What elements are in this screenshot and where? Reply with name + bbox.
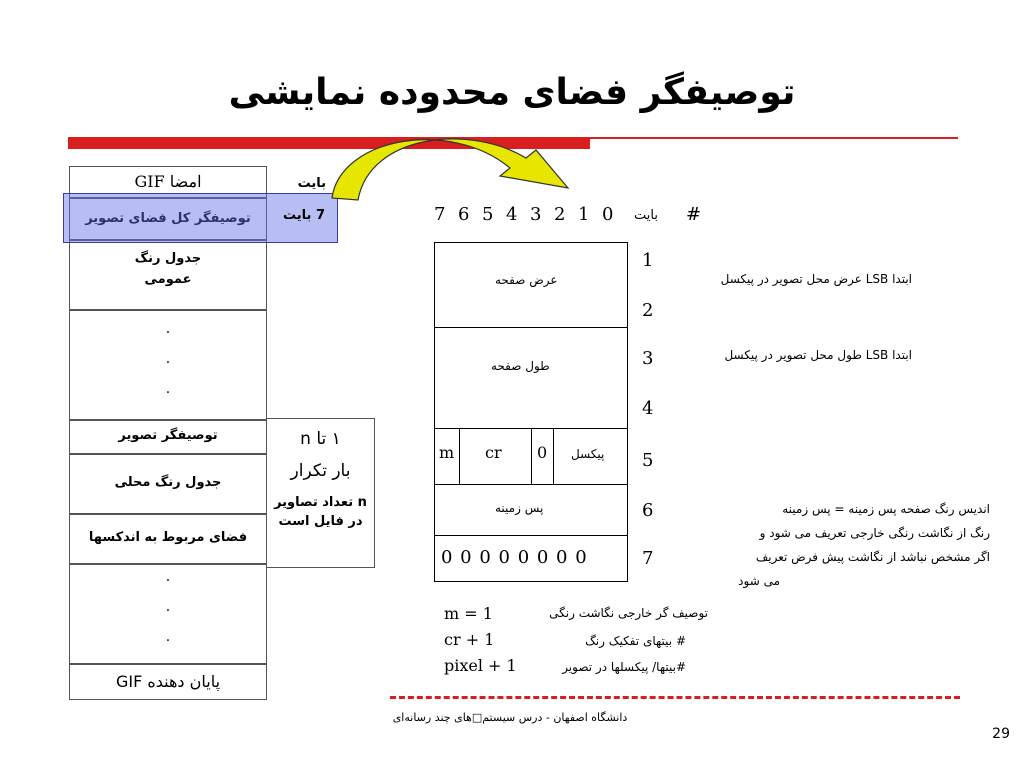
byte-number: 3 — [642, 348, 654, 369]
ellipsis-dot: . — [165, 321, 171, 337]
local-color-table-cell — [69, 454, 267, 514]
bit-header-row — [434, 204, 724, 230]
m-field: m — [439, 443, 455, 462]
title-underline-line — [590, 137, 958, 139]
row-divider — [435, 484, 627, 485]
legend-m-eq: m = 1 — [444, 604, 493, 623]
ellipsis-dot: . — [165, 569, 171, 585]
legend-pixel-desc: #بیتها/ پیکسلها در تصویر — [562, 660, 686, 674]
legend-cr-desc: # بیتهای تفکیک رنگ — [585, 634, 686, 648]
legend-pixel-eq: pixel + 1 — [444, 656, 517, 675]
row-divider — [435, 327, 627, 328]
seven-bytes-label: 7 بایت — [283, 208, 325, 223]
bit-label: 1 — [578, 204, 590, 225]
bit-label: 7 — [434, 204, 446, 225]
image-descriptor-cell — [69, 420, 267, 454]
byte-number: 7 — [642, 548, 654, 569]
legend-m-desc: توصیف گر خارجی نگاشت رنگی — [549, 606, 708, 620]
image-count-label-1: n تعداد تصاویر — [274, 495, 367, 510]
image-descriptor-label: توصیفگر تصویر — [118, 428, 218, 443]
height-note: ابتدا LSB طول محل تصویر در پیکسل — [724, 348, 912, 362]
bit-label: 3 — [530, 204, 542, 225]
page-title: توصیفگر فضای محدوده نمایشی — [228, 72, 796, 113]
gif-structure-stack — [69, 166, 267, 706]
screen-descriptor-label: توصیفگر کل فضای تصویر — [85, 211, 251, 226]
repeat-1-to-n-label: ۱ تا n — [300, 429, 341, 449]
background-note-1: اندیس رنگ صفحه پس زمینه = پس زمینه — [782, 502, 990, 516]
footer-dashed-line — [390, 696, 960, 699]
raster-data-label: فضای مربوط به اندکسها — [88, 530, 248, 545]
image-count-label-2: در فایل است — [278, 514, 363, 529]
byte-column-label: بایت — [634, 208, 658, 223]
ellipsis-dot: . — [165, 599, 171, 615]
bit-label: 0 — [602, 204, 614, 225]
pixel-field: پیکسل — [571, 447, 605, 461]
global-color-table-label-1: جدول رنگ — [134, 251, 202, 266]
ellipsis-dot: . — [165, 629, 171, 645]
background-note-2: رنگ از نگاشت رنگی خارجی تعریف می شود و — [759, 526, 990, 540]
col-divider — [459, 428, 460, 484]
background-note-3: اگر مشخص نباشد از نگاشت پیش فرض تعریف — [755, 550, 990, 564]
gif-terminator-label: پایان دهنده GIF — [115, 672, 221, 691]
zero-field: 0 — [537, 443, 548, 462]
bit-label: 6 — [458, 204, 470, 225]
page-number: 29 — [992, 726, 1010, 742]
screen-height-field: طول صفحه — [491, 359, 550, 373]
footer-text: دانشگاه اصفهان - درس سیستم□های چند رسانه‌ای — [392, 711, 628, 724]
background-field: پس زمینه — [495, 501, 544, 515]
width-note: ابتدا LSB عرض محل تصویر در پیکسل — [720, 272, 912, 286]
background-note-4: می شود — [738, 574, 780, 588]
col-divider — [531, 428, 532, 484]
global-color-table-label-2: عمومی — [144, 272, 192, 287]
ellipsis-cell-1 — [69, 310, 267, 420]
row-divider — [435, 535, 627, 536]
cr-field: cr — [485, 443, 502, 462]
ellipsis-dot: . — [165, 381, 171, 397]
bit-label: 2 — [554, 204, 566, 225]
byte-top-label: بایت — [297, 176, 326, 191]
gif-terminator-cell — [69, 664, 267, 700]
screen-width-field: عرض صفحه — [495, 273, 558, 287]
ellipsis-dot: . — [165, 351, 171, 367]
byte-number: 2 — [642, 300, 654, 321]
bit-label: 5 — [482, 204, 494, 225]
byte-number: 6 — [642, 500, 654, 521]
zeros-field: 0 0 0 0 0 0 0 0 — [441, 547, 588, 568]
ellipsis-cell-2 — [69, 564, 267, 664]
descriptor-table — [434, 242, 628, 582]
raster-data-cell — [69, 514, 267, 564]
col-divider — [553, 428, 554, 484]
byte-number: 1 — [642, 250, 654, 271]
bit-label: 4 — [506, 204, 518, 225]
local-color-table-label: جدول رنگ محلی — [114, 475, 222, 490]
legend-cr-eq: cr + 1 — [444, 630, 495, 649]
global-color-table-cell — [69, 240, 267, 310]
byte-number: 4 — [642, 398, 654, 419]
hash-column-label: # — [686, 204, 702, 225]
gif-signature-label: امضا GIF — [134, 172, 202, 191]
byte-number: 5 — [642, 450, 654, 471]
repeat-box — [267, 418, 375, 568]
curved-arrow-icon — [310, 128, 590, 208]
repeat-times-label: بار تکرار — [290, 461, 351, 481]
